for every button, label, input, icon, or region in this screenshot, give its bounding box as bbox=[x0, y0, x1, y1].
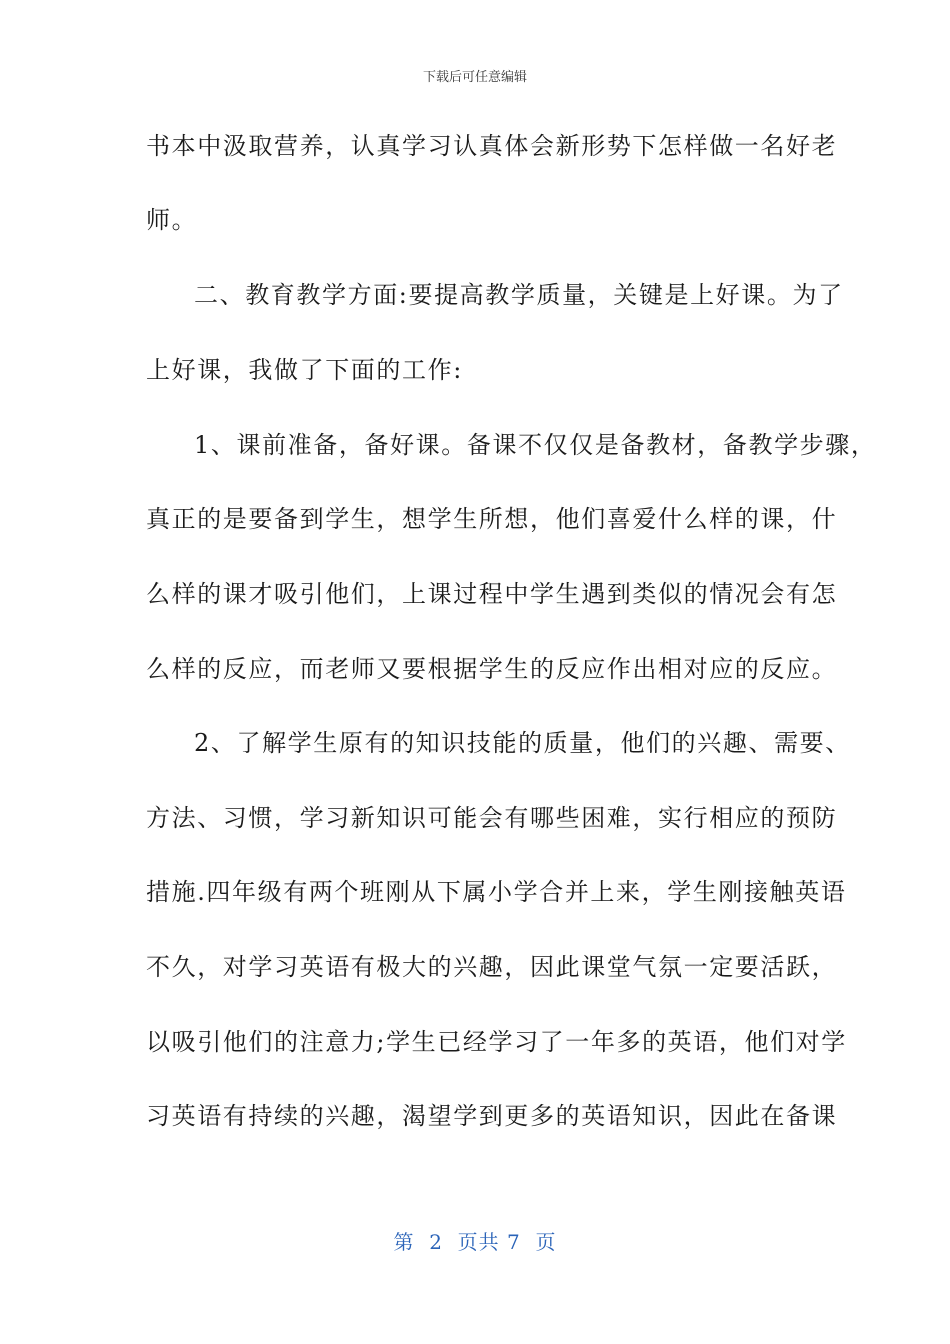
body-line-5: 1、课前准备，备好课。备课不仅仅是备教材，备教学步骤， bbox=[194, 431, 877, 459]
body-line-14: 习英语有持续的兴趣，渴望学到更多的英语知识，因此在备课 bbox=[146, 1102, 838, 1130]
body-line-10: 方法、习惯，学习新知识可能会有哪些困难，实行相应的预防 bbox=[146, 804, 838, 832]
body-line-1: 书本中汲取营养，认真学习认真体会新形势下怎样做一名好老 bbox=[146, 132, 838, 160]
body-line-11: 措施.四年级有两个班刚从下属小学合并上来，学生刚接触英语 bbox=[146, 878, 847, 906]
body-line-6: 真正的是要备到学生，想学生所想，他们喜爱什么样的课，什 bbox=[146, 505, 838, 533]
body-line-8: 么样的反应，而老师又要根据学生的反应作出相对应的反应。 bbox=[146, 655, 838, 683]
body-line-12: 不久，对学习英语有极大的兴趣，因此课堂气氛一定要活跃， bbox=[146, 953, 838, 981]
body-line-9: 2、了解学生原有的知识技能的质量，他们的兴趣、需要、 bbox=[194, 729, 851, 757]
body-line-3: 二、教育教学方面:要提高教学质量，关键是上好课。为了 bbox=[194, 281, 844, 309]
page-header: 下载后可任意编辑 bbox=[422, 70, 527, 85]
page-number-footer: 第 2 页共 7 页 bbox=[393, 1230, 557, 1254]
body-line-2: 师。 bbox=[146, 206, 198, 234]
body-line-4: 上好课，我做了下面的工作: bbox=[146, 356, 463, 384]
body-line-13: 以吸引他们的注意力;学生已经学习了一年多的英语，他们对学 bbox=[146, 1028, 847, 1056]
body-line-7: 么样的课才吸引他们，上课过程中学生遇到类似的情况会有怎 bbox=[146, 580, 838, 608]
